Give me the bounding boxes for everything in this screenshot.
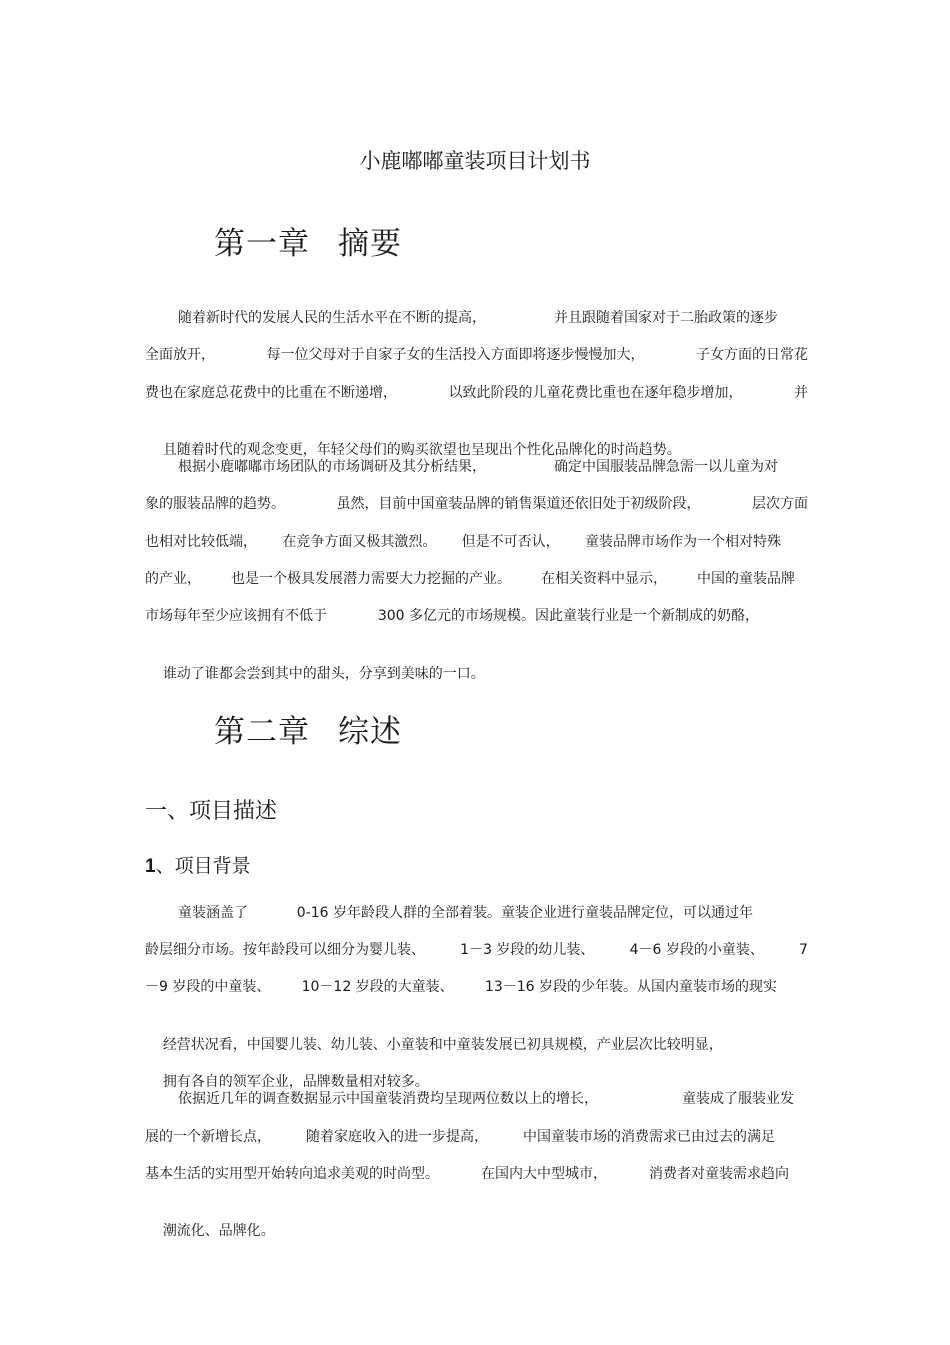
text-fragment: 也相对比较低端， xyxy=(145,534,257,550)
chapter-2-heading xyxy=(214,712,402,752)
text-fragment: －9 岁段的中童装、 xyxy=(145,979,271,995)
summary-line xyxy=(178,308,778,328)
text-fragment: 潮流化、品牌化。 xyxy=(162,1223,275,1239)
background-line xyxy=(145,1201,275,1261)
text-fragment: 费也在家庭总花费中的比重在不断递增， xyxy=(145,385,397,401)
text-fragment: 在竞争方面又极其激烈。 xyxy=(282,534,437,550)
summary-line xyxy=(178,457,778,477)
text-fragment: 中国的童装品牌 xyxy=(697,571,795,587)
background-line xyxy=(145,1164,789,1184)
chapter-name: 综述 xyxy=(338,714,402,750)
summary-line xyxy=(145,532,781,552)
text-fragment: 象的服装品牌的趋势。 xyxy=(145,496,285,512)
subsection-label: 、项目背景 xyxy=(155,855,251,877)
text-fragment: 0-16 岁年龄段人群的全部着装。童装企业进行童装品牌定位，可以通过年 xyxy=(296,905,753,921)
background-line xyxy=(145,977,777,997)
summary-line xyxy=(145,569,795,589)
text-fragment: 随着新时代的发展人民的生活水平在不断的提高， xyxy=(178,310,486,326)
document-title: 小鹿嘟嘟童装项目计划书 xyxy=(359,149,591,173)
text-fragment: 10－12 岁段的大童装、 xyxy=(301,979,454,995)
text-fragment: 在国内大中型城市， xyxy=(481,1166,607,1182)
background-line xyxy=(178,1089,794,1109)
summary-line xyxy=(145,606,759,626)
text-fragment: 展的一个新增长点， xyxy=(145,1129,271,1145)
subsection-heading xyxy=(145,852,251,881)
text-fragment: 依据近几年的调查数据显示中国童装消费均呈现两位数以上的增长， xyxy=(178,1091,598,1107)
chapter-1-heading xyxy=(214,224,402,264)
summary-line xyxy=(145,383,808,403)
text-fragment: 且随着时代的观念变更，年轻父母们的购买欲望也呈现出个性化品牌化的时尚趋势。 xyxy=(162,442,681,458)
text-fragment: 并 xyxy=(794,385,808,401)
background-line xyxy=(145,1127,775,1147)
text-fragment: 以致此阶段的儿童花费比重也在逐年稳步增加， xyxy=(448,385,743,401)
subsection-number: 1 xyxy=(145,856,156,877)
background-line xyxy=(145,940,808,960)
summary-line xyxy=(145,494,808,514)
text-fragment: 经营状况看，中国婴儿装、幼儿装、小童装和中童装发展已初具规模，产业层次比较明显， xyxy=(162,1037,723,1053)
text-fragment: 龄层细分市场。按年龄段可以细分为婴儿装、 xyxy=(145,942,425,958)
text-fragment: 基本生活的实用型开始转向追求美观的时尚型。 xyxy=(145,1166,439,1182)
summary-line xyxy=(145,345,808,365)
text-fragment: 消费者对童装需求趋向 xyxy=(649,1166,789,1182)
text-fragment: 童装涵盖了 xyxy=(178,905,248,921)
text-fragment: 中国童装市场的消费需求已由过去的满足 xyxy=(523,1129,775,1145)
text-fragment: 市场每年至少应该拥有不低于 xyxy=(145,608,327,624)
chapter-name: 摘要 xyxy=(338,226,402,262)
text-fragment: 7 xyxy=(799,942,808,958)
text-fragment: 童装成了服装业发 xyxy=(682,1091,794,1107)
text-fragment: 每一位父母对于自家子女的生活投入方面即将逐步慢慢加大， xyxy=(266,347,645,363)
text-fragment: 在相关资料中显示， xyxy=(541,571,667,587)
text-fragment: 谁动了谁都会尝到其中的甜头，分享到美味的一口。 xyxy=(162,666,485,682)
text-fragment: 也是一个极具发展潜力需要大力挖掘的产业。 xyxy=(231,571,511,587)
text-fragment: 随着家庭收入的进一步提高， xyxy=(306,1129,488,1145)
text-fragment: 4－6 岁段的小童装、 xyxy=(629,942,764,958)
chapter-number: 第二章 xyxy=(214,714,310,750)
text-fragment: 根据小鹿嘟嘟市场团队的市场调研及其分析结果， xyxy=(178,459,486,475)
section-heading: 一、项目描述 xyxy=(145,799,278,824)
text-fragment: 童装品牌市场作为一个相对特殊 xyxy=(584,534,781,550)
text-fragment: 并且跟随着国家对于二胎政策的逐步 xyxy=(554,310,778,326)
text-fragment: 但是不可否认， xyxy=(461,534,560,550)
text-fragment: 的产业， xyxy=(145,571,201,587)
chapter-number: 第一章 xyxy=(214,226,310,262)
text-fragment: 虽然，目前中国童装品牌的销售渠道还依旧处于初级阶段， xyxy=(336,496,701,512)
text-fragment: 子女方面的日常花 xyxy=(696,347,808,363)
summary-line xyxy=(145,644,485,704)
text-fragment: 层次方面 xyxy=(752,496,808,512)
background-line xyxy=(178,903,753,923)
text-fragment: 确定中国服装品牌急需一以儿童为对 xyxy=(554,459,778,475)
text-fragment: 1－3 岁段的幼儿装、 xyxy=(460,942,595,958)
text-fragment: 拥有各自的领军企业，品牌数量相对较多。 xyxy=(162,1074,429,1090)
text-fragment: 全面放开， xyxy=(145,347,215,363)
text-fragment: 300 多亿元的市场规模。因此童装行业是一个新制成的奶酪， xyxy=(377,608,759,624)
text-fragment: 13－16 岁段的少年装。从国内童装市场的现实 xyxy=(484,979,777,995)
